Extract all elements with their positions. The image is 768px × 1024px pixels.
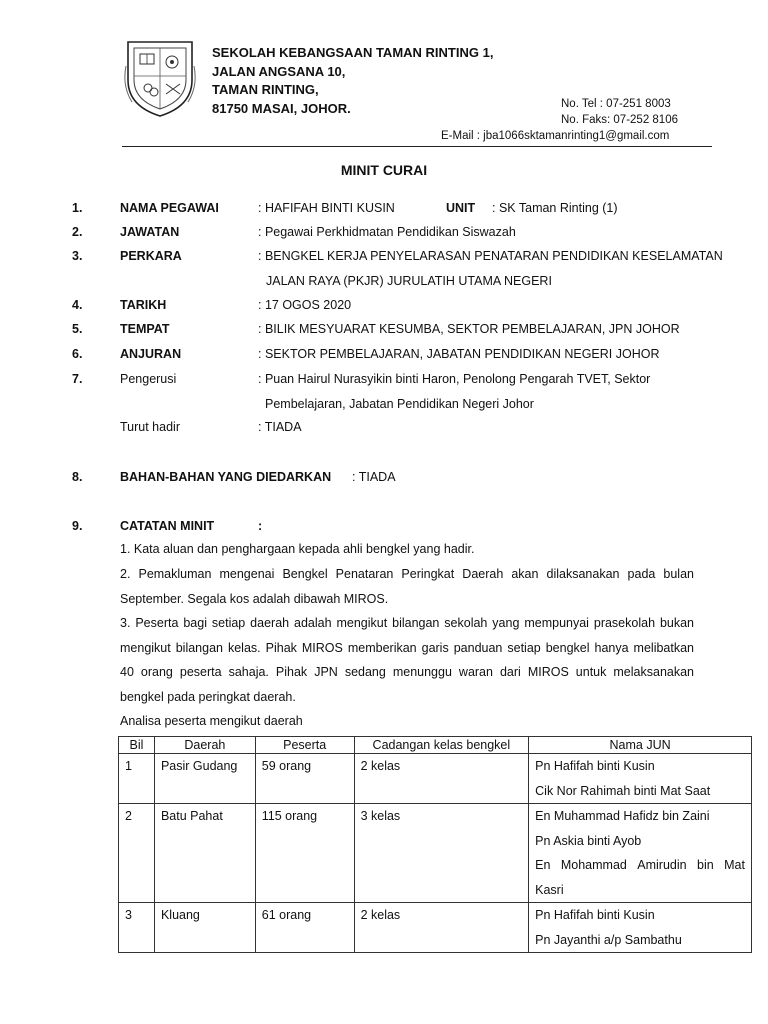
jun-name: En Muhammad Hafidz bin Zaini [535,809,710,823]
tempat-label: TEMPAT [120,322,170,336]
jun-name: Kasri [535,882,564,897]
anjuran-value: : SEKTOR PEMBELAJARAN, JABATAN PENDIDIKAN NEGERI JOHOR [258,347,660,361]
catatan-minit-colon: : [258,519,263,533]
school-name: SEKOLAH KEBANGSAAN TAMAN RINTING 1, [212,45,494,60]
jun-name: Pn Askia binti Ayob [535,833,642,848]
item-number-3: 3. [72,249,83,263]
header-bil: Bil [119,737,155,754]
header-nama-jun: Nama JUN [529,737,752,754]
pengerusi-label: Pengerusi [120,372,177,386]
unit-value: : SK Taman Rinting (1) [492,201,618,215]
cell-daerah: Pasir Gudang [154,754,255,804]
cell-kelas: 2 kelas [354,754,529,804]
item-number-5: 5. [72,322,83,336]
participants-table [118,736,752,953]
cell-daerah: Kluang [154,903,255,953]
unit-label: UNIT [446,201,476,215]
cell-peserta: 115 orang [255,804,354,903]
cell-nama-jun [529,804,752,903]
catatan-minit-label: CATATAN MINIT [120,519,215,533]
item-number-1: 1. [72,201,83,215]
anjuran-label: ANJURAN [120,347,182,361]
perkara-label: PERKARA [120,249,182,263]
school-fax: No. Faks: 07-252 8106 [561,114,678,126]
jun-name: Pn Jayanthi a/p Sambathu [535,932,682,947]
perkara-value-line-1: : BENGKEL KERJA PENYELARASAN PENATARAN PENDIDIKAN KESELAMATAN [258,249,723,263]
tempat-value: : BILIK MESYUARAT KESUMBA, SEKTOR PEMBELAJARAN, JPN JOHOR [258,322,680,336]
cell-nama-jun [529,754,752,804]
pengerusi-value-line-1: : Puan Hairul Nurasyikin binti Haron, Penolong Pengarah TVET, Sektor [258,372,651,386]
item-number-4: 4. [72,298,83,312]
minute-point-2: 2. Pemakluman mengenai Bengkel Penataran Peringkat Daerah akan dilaksanakan pada bulan September. Segala kos adalah dibawah MIROS. [120,567,694,606]
table-row [119,804,752,903]
jun-name: Cik Nor Rahimah binti Mat Saat [535,783,711,798]
school-crest-logo [124,36,196,118]
item-number-9: 9. [72,519,83,533]
turut-hadir-label: Turut hadir [120,420,180,434]
cell-peserta: 61 orang [255,903,354,953]
minute-point-3: 3. Peserta bagi setiap daerah adalah mengikut bilangan sekolah yang mempunyai prasekolah bukan mengikut bilangan kelas. Pihak MIROS memberikan garis panduan setiap bengkel hanya melibatkan 40 orang peserta sahaja. Pihak JPN sedang menunggu waran dari MIROS untuk melaksanakan bengkel pada peringkat daerah. [120,616,694,704]
bahan-value: : TIADA [352,470,396,484]
item-number-2: 2. [72,225,83,239]
cell-kelas: 3 kelas [354,804,529,903]
turut-hadir-value: : TIADA [258,420,302,434]
cell-bil: 1 [119,754,155,804]
header-daerah: Daerah [154,737,255,754]
school-tel: No. Tel : 07-251 8003 [561,98,671,110]
table-row [119,903,752,953]
minute-point-1: 1. Kata aluan dan penghargaan kepada ahli bengkel yang hadir. [120,542,475,556]
cell-bil: 3 [119,903,155,953]
school-street: JALAN ANGSANA 10, [212,63,346,79]
school-area: TAMAN RINTING, [212,82,319,97]
cell-daerah: Batu Pahat [154,804,255,903]
tarikh-value: : 17 OGOS 2020 [258,298,352,312]
header-divider [122,146,712,147]
school-email: E-Mail : jba1066sktamanrinting1@gmail.com [441,130,670,142]
jun-name: Pn Hafifah binti Kusin [535,759,655,773]
table-header-row [119,737,752,754]
pengerusi-value-line-2: Pembelajaran, Jabatan Pendidikan Negeri Johor [265,397,534,411]
bahan-label: BAHAN-BAHAN YANG DIEDARKAN [120,470,332,484]
header-peserta: Peserta [255,737,354,754]
cell-kelas: 2 kelas [354,903,529,953]
nama-pegawai-label: NAMA PEGAWAI [120,201,219,215]
school-postcode-city: 81750 MASAI, JOHOR. [212,100,351,116]
document-title: MINIT CURAI [340,162,428,178]
cell-bil: 2 [119,804,155,903]
school-address [212,44,493,118]
analisa-heading: Analisa peserta mengikut daerah [120,714,303,728]
jun-name: En Mohammad Amirudin bin Mat [535,858,745,872]
nama-pegawai-value: : HAFIFAH BINTI KUSIN [258,201,395,215]
cell-nama-jun [529,903,752,953]
table-row [119,754,752,804]
tarikh-label: TARIKH [120,298,167,312]
item-number-6: 6. [72,347,83,361]
item-number-7: 7. [72,372,83,386]
cell-peserta: 59 orang [255,754,354,804]
jawatan-value: : Pegawai Perkhidmatan Pendidikan Siswazah [258,225,516,239]
header-cadangan-kelas: Cadangan kelas bengkel [354,737,529,754]
jawatan-label: JAWATAN [120,225,180,239]
jun-name: Pn Hafifah binti Kusin [535,908,655,922]
item-number-8: 8. [72,470,83,484]
perkara-value-line-2: JALAN RAYA (PKJR) JURULATIH UTAMA NEGERI [266,274,552,288]
